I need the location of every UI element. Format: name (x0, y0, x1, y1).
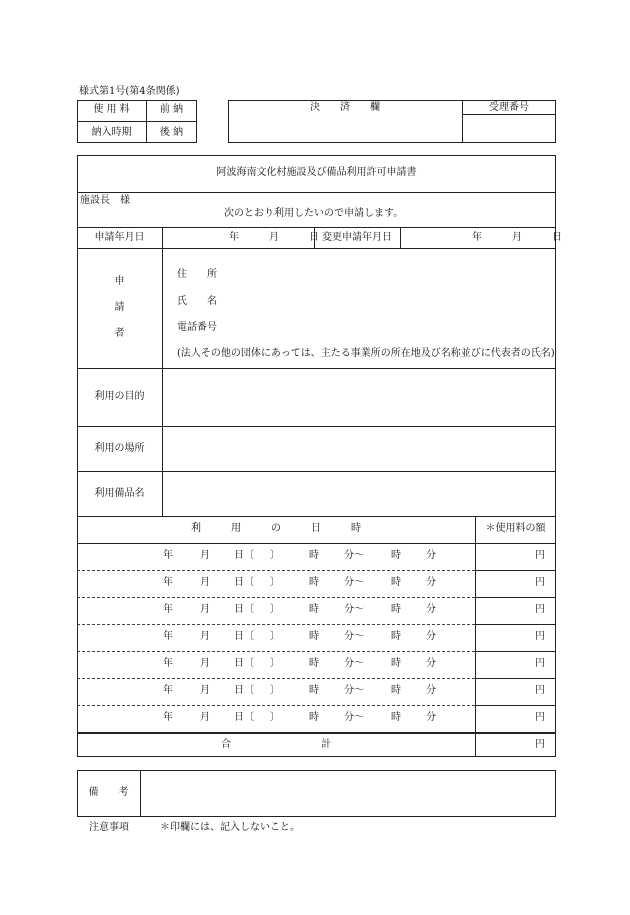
schedule-minute-from-label: 分〜 (344, 658, 364, 669)
schedule-hour-label: 時 (309, 658, 319, 669)
total-top-line (77, 732, 556, 734)
phone-label: 電話番号 (177, 322, 217, 333)
schedule-yen-label: 円 (535, 550, 545, 561)
schedule-row[interactable] (77, 598, 556, 625)
schedule-minute-to-label: 分 (426, 604, 436, 615)
prepay-option[interactable]: 前 納 (159, 104, 184, 115)
schedule-row[interactable] (77, 652, 556, 679)
schedule-minute-to-label: 分 (426, 550, 436, 561)
applicant-label-char-2: 請 (114, 302, 125, 313)
schedule-month-label: 月 (200, 658, 210, 669)
schedule-year-label: 年 (163, 631, 173, 642)
schedule-header: 利 用 の 日 時 (191, 523, 361, 534)
address-field[interactable] (230, 266, 550, 284)
schedule-hour-label: 時 (309, 712, 319, 723)
schedule-row[interactable] (77, 544, 556, 571)
postpay-option[interactable]: 後 納 (159, 127, 184, 138)
settlement-field[interactable] (229, 115, 461, 142)
name-label: 氏 名 (177, 296, 217, 307)
schedule-hour-to-label: 時 (391, 550, 401, 561)
schedule-minute-to-label: 分 (426, 577, 436, 588)
dates-vline-3 (400, 227, 401, 248)
schedule-row[interactable] (77, 679, 556, 706)
schedule-yen-label: 円 (535, 658, 545, 669)
fee-timing-label: 納入時期 (91, 127, 132, 138)
schedule-month-label: 月 (200, 604, 210, 615)
schedule-yen-label: 円 (535, 685, 545, 696)
schedule-year-label: 年 (163, 604, 173, 615)
schedule-yen-label: 円 (535, 712, 545, 723)
fee-label: 使 用 料 (93, 104, 130, 115)
schedule-top-line (77, 516, 556, 517)
schedule-month-label: 月 (200, 685, 210, 696)
receipt-number-label: 受理番号 (489, 102, 529, 113)
title-divider (77, 192, 556, 193)
notes-text: ＊印欄には、記入しないこと。 (160, 822, 300, 833)
schedule-hour-to-label: 時 (391, 658, 401, 669)
schedule-hour-to-label: 時 (391, 712, 401, 723)
address-label: 住 所 (177, 269, 217, 280)
fee-box-divider (77, 121, 197, 122)
settlement-label: 決 済 欄 (310, 102, 380, 113)
intro-text: 次のとおり利用したいので申請します。 (224, 208, 404, 219)
schedule-month-label: 月 (200, 712, 210, 723)
receipt-number-field[interactable] (463, 115, 555, 142)
schedule-day-label: 日〔 (234, 631, 254, 642)
apply-date-label: 申請年月日 (94, 232, 145, 243)
form-number: 様式第1号(第4条関係) (79, 86, 180, 97)
schedule-hour-label: 時 (309, 631, 319, 642)
remarks-field[interactable] (141, 771, 555, 816)
applicant-label-char-1: 申 (114, 276, 125, 287)
schedule-row[interactable] (77, 625, 556, 652)
applicant-note: (法人その他の団体にあっては、主たる事業所の所在地及び名称並びに代表者の氏名) (177, 348, 555, 359)
schedule-day-label: 日〔 (234, 577, 254, 588)
schedule-close-label: 〕 (270, 685, 280, 696)
total-label: 合 計 (221, 739, 331, 750)
dates-top-line (77, 227, 556, 228)
change-date-field[interactable]: 年 月 日 (472, 232, 562, 243)
schedule-day-label: 日〔 (234, 658, 254, 669)
schedule-hour-to-label: 時 (391, 631, 401, 642)
addressee: 施設長 様 (80, 195, 130, 206)
schedule-minute-from-label: 分〜 (344, 712, 364, 723)
apply-date-field[interactable]: 年 月 日 (229, 232, 319, 243)
total-yen: 円 (535, 739, 545, 750)
schedule-yen-label: 円 (535, 631, 545, 642)
place-field[interactable] (163, 427, 555, 470)
purpose-field[interactable] (163, 369, 555, 425)
schedule-minute-from-label: 分〜 (344, 685, 364, 696)
schedule-year-label: 年 (163, 550, 173, 561)
schedule-minute-to-label: 分 (426, 631, 436, 642)
schedule-day-label: 日〔 (234, 712, 254, 723)
schedule-row[interactable] (77, 706, 556, 733)
schedule-month-label: 月 (200, 631, 210, 642)
purpose-label: 利用の目的 (94, 391, 145, 402)
schedule-year-label: 年 (163, 658, 173, 669)
schedule-minute-from-label: 分〜 (344, 550, 364, 561)
schedule-month-label: 月 (200, 550, 210, 561)
schedule-minute-to-label: 分 (426, 712, 436, 723)
schedule-minute-to-label: 分 (426, 658, 436, 669)
schedule-close-label: 〕 (270, 550, 280, 561)
change-date-label: 変更申請年月日 (322, 232, 392, 243)
schedule-day-label: 日〔 (234, 604, 254, 615)
schedule-hour-label: 時 (309, 550, 319, 561)
schedule-year-label: 年 (163, 685, 173, 696)
schedule-hour-to-label: 時 (391, 577, 401, 588)
form-title: 阿波海南文化村施設及び備品利用許可申請書 (216, 167, 417, 178)
notes-label: 注意事項 (89, 822, 129, 833)
schedule-year-label: 年 (163, 712, 173, 723)
name-field[interactable] (230, 293, 550, 311)
place-label: 利用の場所 (94, 443, 145, 454)
phone-field[interactable] (230, 319, 550, 337)
schedule-hour-to-label: 時 (391, 685, 401, 696)
schedule-row[interactable] (77, 571, 556, 598)
dates-bottom-line (77, 248, 556, 249)
schedule-close-label: 〕 (270, 631, 280, 642)
schedule-hour-label: 時 (309, 604, 319, 615)
equipment-field[interactable] (163, 472, 555, 515)
schedule-close-label: 〕 (270, 712, 280, 723)
schedule-minute-from-label: 分〜 (344, 631, 364, 642)
schedule-yen-label: 円 (535, 604, 545, 615)
schedule-minute-from-label: 分〜 (344, 577, 364, 588)
schedule-year-label: 年 (163, 577, 173, 588)
dates-vline-1 (162, 227, 163, 248)
schedule-hour-label: 時 (309, 577, 319, 588)
equipment-label: 利用備品名 (94, 488, 145, 499)
applicant-label-char-3: 者 (114, 328, 125, 339)
schedule-close-label: 〕 (270, 577, 280, 588)
remarks-label: 備 考 (88, 787, 129, 798)
schedule-close-label: 〕 (270, 604, 280, 615)
schedule-yen-label: 円 (535, 577, 545, 588)
schedule-month-label: 月 (200, 577, 210, 588)
schedule-hour-label: 時 (309, 685, 319, 696)
schedule-day-label: 日〔 (234, 550, 254, 561)
schedule-hour-to-label: 時 (391, 604, 401, 615)
schedule-close-label: 〕 (270, 658, 280, 669)
schedule-minute-from-label: 分〜 (344, 604, 364, 615)
schedule-day-label: 日〔 (234, 685, 254, 696)
schedule-minute-to-label: 分 (426, 685, 436, 696)
fee-amount-header: ＊使用料の額 (485, 523, 546, 534)
